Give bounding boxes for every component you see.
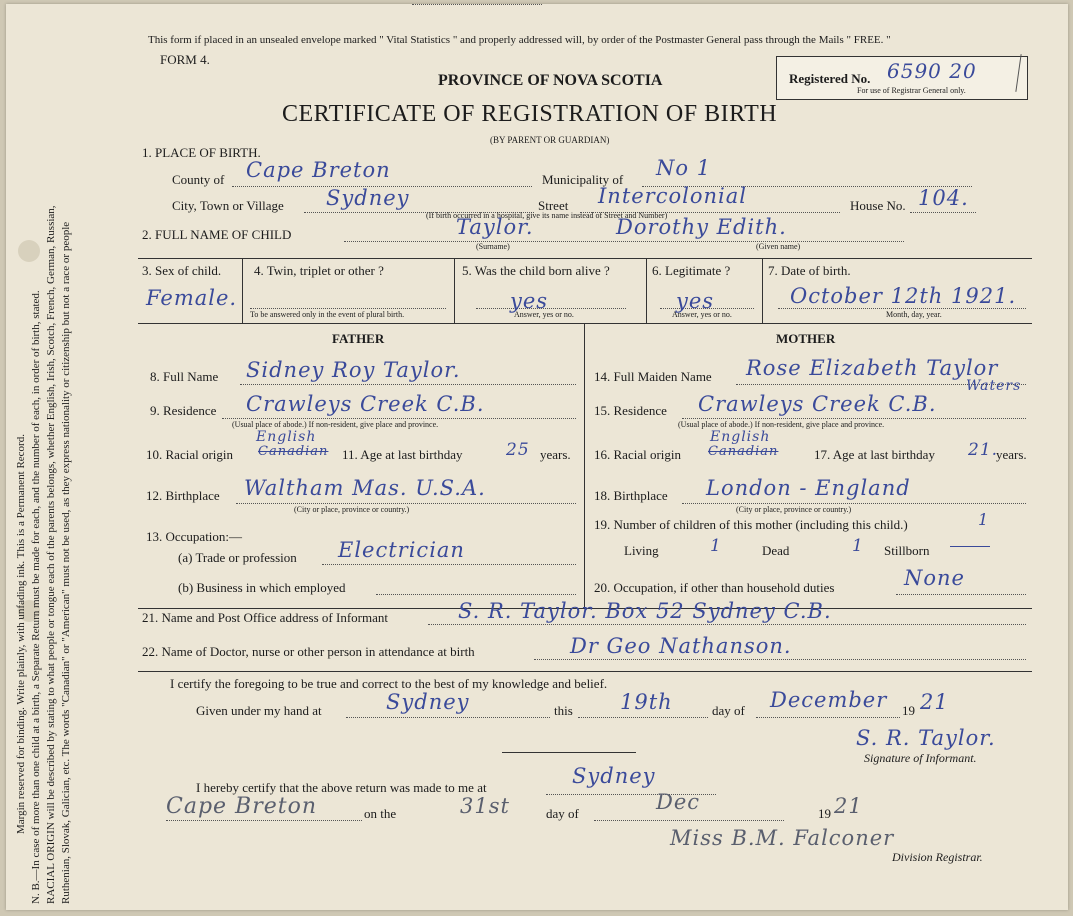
form-number: FORM 4. <box>160 52 210 67</box>
surname-note: (Surname) <box>476 242 510 251</box>
mother-racial-label: 16. Racial origin <box>594 447 682 462</box>
province-title: PROVINCE OF NOVA SCOTIA <box>438 72 663 89</box>
registered-number: 6590 20 <box>887 59 977 83</box>
mother-occupation-value: None <box>904 566 965 590</box>
certify-month-value: December <box>770 688 888 712</box>
registrar-place-value: Sydney <box>572 764 656 788</box>
margin-line: N. B.—In case of more than one child at a birth, a Separate Return must be made for each, and the number of each, in order of birth, stated. <box>30 290 42 904</box>
living-value: 1 <box>710 536 722 556</box>
dead-value: 1 <box>852 536 864 556</box>
informant-value: S. R. Taylor. Box 52 Sydney C.B. <box>458 599 832 623</box>
registered-box <box>776 56 1028 100</box>
certify-year-value: 21 <box>920 690 949 714</box>
mother-residence-value: Crawleys Creek C.B. <box>698 392 937 416</box>
father-age-label: 11. Age at last birthday <box>342 447 463 462</box>
dead-label: Dead <box>762 543 790 558</box>
twin-label: 4. Twin, triplet or other ? <box>254 263 384 278</box>
father-racial-label: 10. Racial origin <box>146 447 234 462</box>
registrar-day-value: 31st <box>460 794 510 818</box>
mother-name-extra: Waters <box>966 378 1022 394</box>
father-racial-struck: Canadian <box>258 444 329 459</box>
father-trade-label: (a) Trade or profession <box>178 550 297 565</box>
this-label: this <box>554 703 573 718</box>
alive-label: 5. Was the child born alive ? <box>462 263 610 278</box>
mother-children-value: 1 <box>978 510 990 529</box>
registrar-day-of-label: day of <box>546 806 579 821</box>
informant-label: 21. Name and Post Office address of Informant <box>142 610 388 625</box>
street-label: Street <box>538 198 569 213</box>
father-age-value: 25 <box>506 440 530 460</box>
registrar-county-value: Cape Breton <box>166 794 318 819</box>
doctor-label: 22. Name of Doctor, nurse or other person in attendance at birth <box>142 644 475 659</box>
page-subtitle: (BY PARENT OR GUARDIAN) <box>490 135 610 145</box>
city-label: City, Town or Village <box>172 198 284 213</box>
given-note: (Given name) <box>756 242 801 251</box>
place-of-birth-label: 1. PLACE OF BIRTH. <box>142 145 261 160</box>
father-heading: FATHER <box>332 331 385 346</box>
informant-signature: S. R. Taylor. <box>856 726 996 750</box>
alive-note: Answer, yes or no. <box>514 310 574 319</box>
child-name-label: 2. FULL NAME OF CHILD <box>142 227 292 242</box>
certify-year-prefix: 19 <box>902 703 915 718</box>
living-label: Living <box>624 543 659 558</box>
mother-racial-value: English <box>710 429 771 445</box>
legit-value: yes <box>676 289 715 313</box>
legit-label: 6. Legitimate ? <box>652 263 731 278</box>
father-birthplace-note: (City or place, province or country.) <box>294 505 410 514</box>
father-residence-value: Crawleys Creek C.B. <box>246 392 485 416</box>
certify-statement: I certify the foregoing to be true and correct to the best of my knowledge and belief. <box>170 676 608 691</box>
municipality-label: Municipality of <box>542 172 624 187</box>
child-given-name: Dorothy Edith. <box>616 215 787 239</box>
father-trade-value: Electrician <box>338 538 465 562</box>
child-surname: Taylor. <box>456 215 534 239</box>
margin-line: Margin reserved for binding. Write plainly, with unfading ink. This is a Permanent Record. <box>15 434 27 834</box>
day-of-label: day of <box>712 703 745 718</box>
mother-age-label: 17. Age at last birthday <box>814 447 935 462</box>
mother-age-unit: years. <box>996 447 1027 462</box>
legit-note: Answer, yes or no. <box>672 310 732 319</box>
margin-line: Ruthenian, Slovak, Galician, etc. The words "Canadian" or "American" must not be used, as they express nationality or citizenship but not a race or people <box>60 221 72 904</box>
mother-children-label: 19. Number of children of this mother (including this child.) <box>594 517 908 532</box>
municipality-value: No 1 <box>656 156 712 180</box>
mother-residence-label: 15. Residence <box>594 403 667 418</box>
mother-name-value: Rose Elizabeth Taylor <box>746 356 999 380</box>
father-birthplace-label: 12. Birthplace <box>146 488 220 503</box>
birth-certificate <box>6 4 1068 910</box>
father-residence-label: 9. Residence <box>150 403 217 418</box>
sex-label: 3. Sex of child. <box>142 263 222 278</box>
city-value: Sydney <box>326 186 410 210</box>
registrar-signature: Miss B.M. Falconer <box>670 826 895 850</box>
given-place-value: Sydney <box>386 690 470 714</box>
county-value: Cape Breton <box>246 158 391 182</box>
mother-birthplace-value: London - England <box>706 476 911 500</box>
father-racial-value: English <box>256 429 317 445</box>
registrar-signature-label: Division Registrar. <box>892 850 983 864</box>
mother-birthplace-label: 18. Birthplace <box>594 488 668 503</box>
page-title: CERTIFICATE OF REGISTRATION OF BIRTH <box>282 101 778 127</box>
on-the-label: on the <box>364 806 397 821</box>
alive-value: yes <box>510 289 549 313</box>
mother-name-label: 14. Full Maiden Name <box>594 369 712 384</box>
mother-birthplace-note: (City or place, province or country.) <box>736 505 852 514</box>
mother-heading: MOTHER <box>776 331 836 346</box>
mother-occupation-label: 20. Occupation, if other than household duties <box>594 580 835 595</box>
mother-residence-note: (Usual place of abode.) If non-resident, give place and province. <box>678 420 885 429</box>
father-business-label: (b) Business in which employed <box>178 580 346 595</box>
margin-line: RACIAL ORIGIN will be described by stating to what people or tongue each of the parents belongs, whether English, Irish, Scotch, French, German, Russian, <box>45 205 57 904</box>
father-age-unit: years. <box>540 447 571 462</box>
father-name-value: Sidney Roy Taylor. <box>246 358 461 382</box>
father-occupation-label: 13. Occupation:— <box>146 529 243 544</box>
informant-signature-label: Signature of Informant. <box>864 751 977 765</box>
twin-note: To be answered only in the event of plural birth. <box>250 310 405 319</box>
margin-instructions <box>14 4 74 904</box>
date-value: October 12th 1921. <box>790 284 1017 308</box>
mother-racial-struck: Canadian <box>708 444 779 459</box>
house-label: House No. <box>850 198 906 213</box>
registrar-year-prefix: 19 <box>818 806 831 821</box>
sex-value: Female. <box>146 286 238 310</box>
registered-label: Registered No. <box>789 71 871 86</box>
given-under-label: Given under my hand at <box>196 703 322 718</box>
registrar-note: For use of Registrar General only. <box>857 86 966 95</box>
doctor-value: Dr Geo Nathanson. <box>570 634 792 658</box>
father-name-label: 8. Full Name <box>150 369 219 384</box>
registrar-year-value: 21 <box>834 794 863 818</box>
county-label: County of <box>172 172 225 187</box>
registrar-statement: I hereby certify that the above return was made to me at <box>196 780 487 795</box>
date-note: Month, day, year. <box>886 310 942 319</box>
stillborn-label: Stillborn <box>884 543 930 558</box>
hospital-note: (If birth occurred in a hospital, give its name instead of Street and Number) <box>426 211 668 220</box>
registrar-month-value: Dec <box>656 790 701 814</box>
mail-notice: This form if placed in an unsealed envelope marked " Vital Statistics " and properly addressed will, by order of the Postmaster General pass through the Mails " FREE. " <box>148 34 891 46</box>
date-label: 7. Date of birth. <box>768 263 851 278</box>
certify-day-value: 19th <box>620 690 673 714</box>
house-value: 104. <box>918 186 969 210</box>
street-value: Intercolonial <box>598 184 747 208</box>
father-residence-note: (Usual place of abode.) If non-resident, give place and province. <box>232 420 439 429</box>
father-birthplace-value: Waltham Mas. U.S.A. <box>244 476 486 500</box>
mother-age-value: 21. <box>968 440 999 460</box>
